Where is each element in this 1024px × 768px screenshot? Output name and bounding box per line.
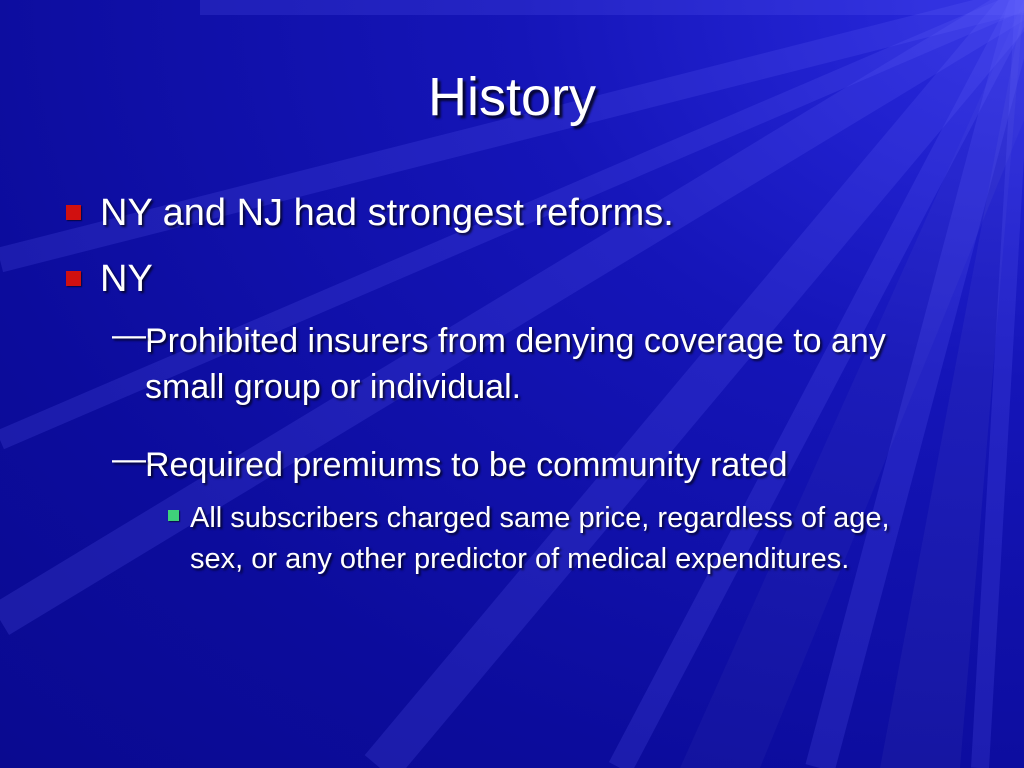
dash-bullet-icon: — xyxy=(112,316,146,354)
red-square-bullet-icon xyxy=(66,271,81,286)
sub-bullet-text: Prohibited insurers from denying coverage to any small group or individual. xyxy=(145,322,886,406)
green-square-bullet-icon xyxy=(168,510,179,521)
dash-bullet-icon: — xyxy=(112,440,146,478)
sub-bullet-text: Required premiums to be community rated xyxy=(145,446,788,484)
slide-title: History xyxy=(427,67,596,127)
sub-bullet-item xyxy=(112,442,972,488)
red-square-bullet-icon xyxy=(66,205,81,220)
bullet-text: NY xyxy=(100,258,153,300)
sub-sub-bullet-item xyxy=(168,498,968,580)
bullet-text: NY and NJ had strongest reforms. xyxy=(100,192,674,234)
sub-sub-bullet-text: All subscribers charged same price, regardless of age, sex, or any other predictor of medical expenditures. xyxy=(190,502,890,575)
sub-bullet-item xyxy=(112,318,972,410)
